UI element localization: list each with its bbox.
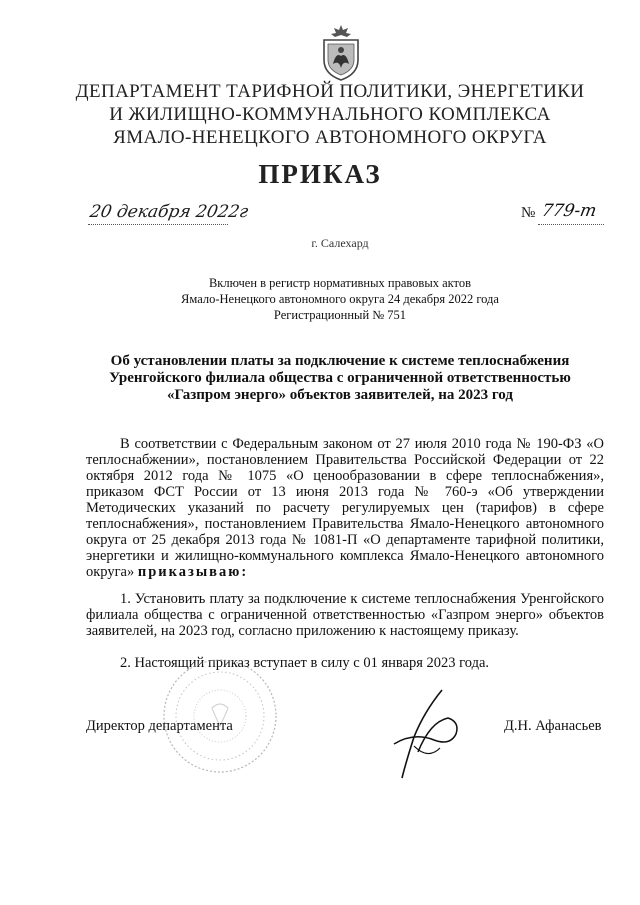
registry-line-1: Включен в регистр нормативных правовых актов — [208, 276, 472, 290]
coat-of-arms-emblem — [316, 22, 366, 82]
subject-line-2: Уренгойского филиала общества с ограниченной ответственностью — [109, 370, 571, 386]
official-seal-stamp — [152, 656, 288, 776]
handwritten-signature — [384, 682, 464, 782]
handwritten-order-number: 779-т — [540, 201, 599, 221]
preamble-paragraph — [86, 436, 604, 580]
date-underline — [88, 224, 228, 225]
registry-note — [0, 275, 640, 323]
signatory-position: Директор департамента — [86, 718, 233, 734]
registry-line-2: Ямало-Ненецкого автономного округа 24 декабря 2022 года — [181, 292, 499, 306]
city-label: г. Салехард — [311, 236, 369, 250]
preamble-text: В соответствии с Федеральным законом от 27 июля 2010 года № 190-ФЗ «О теплоснабжении», постановлением Правительства Российской Федерации от 22 октября 2012 года № 1075 «О ценообразовании в сфере теплоснабжения», приказом ФСТ России от 13 июня 2013 года № 760-э «Об утверждении Методических указаний по расчету регулируемых цен (тарифов) в сфере теплоснабжения», постановлением Правительства Ямало-Ненецкого автономного округа от 25 декабря 2013 года № 1081-П «О департаменте тарифной политики, энергетики и жилищно-коммунального комплекса Ямало-Ненецкого автономного округа» — [86, 436, 604, 580]
department-header-line-2: И ЖИЛИЩНО-КОММУНАЛЬНОГО КОМПЛЕКСА — [109, 104, 551, 125]
department-header-line-1: ДЕПАРТАМЕНТ ТАРИФНОЙ ПОЛИТИКИ, ЭНЕРГЕТИКИ — [75, 81, 585, 102]
order-subject — [0, 353, 640, 404]
number-label: № — [521, 205, 536, 221]
registry-line-3: Регистрационный № 751 — [273, 308, 407, 322]
department-header-line-3: ЯМАЛО-НЕНЕЦКОГО АВТОНОМНОГО ОКРУГА — [113, 127, 547, 148]
signatory-name: Д.Н. Афанасьев — [504, 718, 602, 734]
document-title: ПРИКАЗ — [258, 159, 382, 189]
number-underline — [538, 224, 604, 225]
handwritten-date: 20 декабря 2022г — [88, 202, 250, 222]
order-keyword: приказываю: — [137, 564, 249, 580]
clause-1-paragraph: 1. Установить плату за подключение к системе теплоснабжения Уренгойского филиала общества с ограниченной ответственностью «Газпром энерго» объектов заявителей, на 2023 год, согласно приложению к настоящему приказу. — [86, 591, 604, 639]
subject-line-1: Об установлении платы за подключение к системе теплоснабжения — [110, 353, 570, 369]
clause-2-paragraph: 2. Настоящий приказ вступает в силу с 01 января 2023 года. — [120, 655, 490, 671]
subject-line-3: «Газпром энерго» объектов заявителей, на 2023 год — [167, 387, 513, 403]
